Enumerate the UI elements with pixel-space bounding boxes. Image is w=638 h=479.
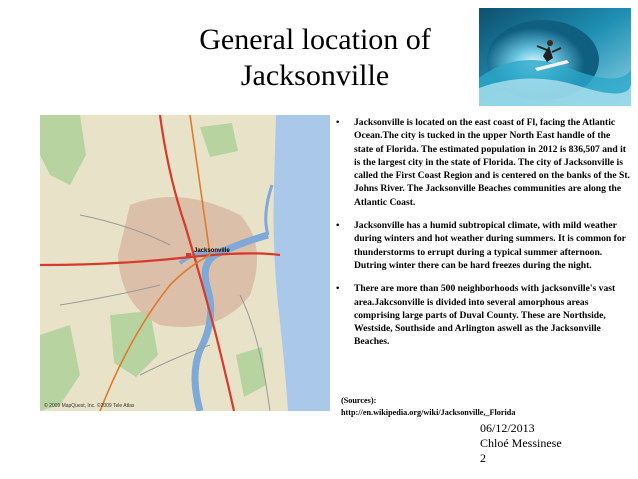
map-credit: © 2009 MapQuest, Inc. ©2009 Tele Atlas (44, 403, 135, 409)
slide-footer (480, 421, 562, 466)
bullet-text: Jacksonville is located on the east coast of Fl, facing the Atlantic Ocean.The city is tucked in the upper North East handle of the state of Florida. The estimated population in 2012 is 836,507 and it is the largest city in the state of Florida. The city of Jacksonville is called the First Coast Region and is centered on the banks of the St. Johns River. The Jacksonville Beaches communities are along the Atlantic Coast. (354, 117, 630, 208)
footer-author: Chloé Messinese (480, 436, 562, 450)
sources-citation: (Sources): http://en.wikipedia.org/wiki/Jacksonville,_Florida (341, 396, 516, 417)
map-city-label: Jacksonville (194, 248, 230, 254)
bullet-symbol: • (336, 283, 340, 295)
slide-title (150, 22, 480, 94)
bullet-symbol: • (336, 220, 340, 232)
footer-page-number: 2 (480, 451, 486, 465)
jacksonville-map (40, 115, 330, 411)
bullet-location (334, 116, 630, 209)
slide-title-line-2: Jacksonville (240, 59, 390, 92)
footer-date: 06/12/2013 (480, 421, 535, 435)
slide-title-line-1: General location of (199, 23, 431, 56)
bullet-list (334, 116, 630, 359)
jacksonville-map-graphic (40, 115, 330, 411)
surfer-wave-image (479, 8, 631, 106)
bullet-text: Jacksonville has a humid subtropical climate, with mild weather during winters and hot weather during summers. It is common for thunderstorms to errupt during a typical summer afternoon. Dutring winter there can be hard freezes during the night. (354, 220, 626, 271)
bullet-symbol: • (336, 117, 340, 128)
bullet-neighborhoods (334, 282, 630, 348)
surfer-wave-graphic (479, 8, 631, 106)
bullet-text: There are more than 500 neighborhoods with jacksonville's vast area.Jakcsonville is divided into several amorphous areas comprising large parts of Duval County. These are Northside, Westside, Southside and Arlington aswell as the Jacksonville Beaches. (354, 283, 616, 348)
bullet-climate (334, 219, 630, 272)
city-marker (186, 253, 191, 258)
